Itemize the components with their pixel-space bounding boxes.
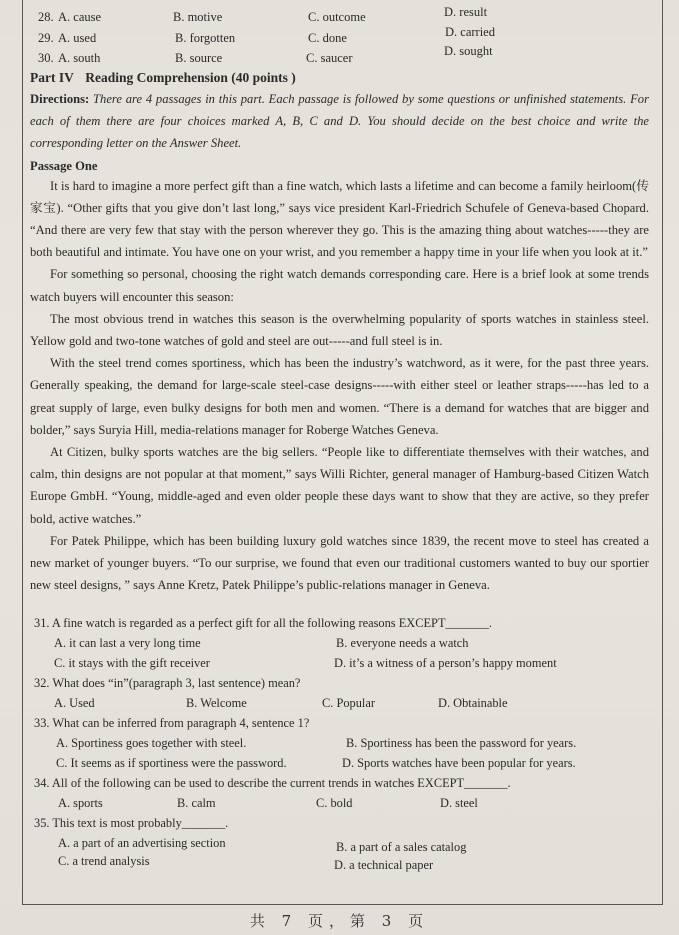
part-heading: [30, 68, 649, 88]
page-footer: 共 7 页，第 3 页: [249, 912, 430, 930]
part-title: Reading Comprehension (40 points ): [85, 70, 296, 85]
option-a: A. cause: [58, 10, 102, 24]
option-b: B. Welcome: [186, 696, 247, 710]
option-b: B. calm: [177, 796, 216, 810]
option-d: D. result: [444, 5, 488, 19]
option-a: A. sports: [58, 796, 103, 810]
option-d: D. it’s a witness of a person’s happy moment: [334, 656, 557, 670]
directions-label: Directions:: [30, 92, 90, 106]
passage-paragraph-1: It is hard to imagine a more perfect gift than a fine watch, which lasts a lifetime and can become a family heirloom(传家宝). “Other gifts that you give don’t last long,” says vice president Karl-Friedrich Schufele of Geneva-based Chopard. “And there are very few that stay with the person wherever they go. This is the amazing thing about watches-----they are both beautiful and intimate. You have one on your wrist, and you remember a happy time in your life when you look at it.”: [30, 178, 649, 260]
frame-bottom-border: [22, 904, 663, 905]
option-a: A. a part of an advertising section: [58, 836, 226, 850]
frame-right-border: [662, 0, 663, 905]
question-options: [34, 793, 649, 813]
option-a: A. Sportiness goes together with steel.: [56, 736, 247, 750]
option-a: A. it can last a very long time: [54, 636, 201, 650]
option-c: C. Popular: [322, 696, 376, 710]
option-d: D. a technical paper: [334, 858, 434, 872]
option-b: B. forgotten: [175, 31, 236, 45]
question-28-options: [38, 5, 649, 28]
question-stem: 32. What does “in”(paragraph 3, last sentence) mean?: [34, 676, 301, 690]
frame-left-border: [22, 0, 23, 905]
question-number: 28.: [38, 10, 54, 24]
directions: [30, 88, 649, 155]
question-options: [34, 733, 649, 753]
option-b: B. everyone needs a watch: [336, 636, 469, 650]
question-stem: 34. All of the following can be used to describe the current trends in watches EXCEPT_______.: [34, 776, 511, 790]
option-b: B. Sportiness has been the password for years.: [346, 736, 577, 750]
option-a: A. Used: [54, 696, 95, 710]
question-29-options: [38, 25, 649, 49]
question-options: [34, 833, 649, 853]
option-c: C. done: [308, 31, 347, 45]
option-c: C. It seems as if sportiness were the password.: [56, 756, 287, 770]
option-c: C. saucer: [306, 51, 353, 65]
question-options: [34, 693, 649, 713]
option-c: C. it stays with the gift receiver: [54, 656, 210, 670]
question-stem: 35. This text is most probably_______.: [34, 816, 229, 830]
question-options: [34, 633, 649, 653]
passage-paragraph-3: The most obvious trend in watches this season is the overwhelming popularity of sports watches in stainless steel. Yellow gold and two-tone watches of gold and steel are out-----and full steel is in.: [30, 311, 649, 349]
option-a: A. south: [58, 51, 101, 65]
passage-paragraph-5: At Citizen, bulky sports watches are the big sellers. “People like to differentiate themselves with their watches, and calm, thin designs are not popular at that moment,” says Willi Richter, general manager of Hamburg-based Citizen Watch Europe GmbH. “Young, middle-aged and even older people these days want to show that they are active, so they prefer bold, active watches.”: [30, 445, 649, 526]
passage-paragraph-4: With the steel trend comes sportiness, which has been the industry’s watchword, as it were, for the past three years. Generally speaking, the demand for large-scale steel-case designs-----with either steel or leather straps-----has led to a great supply of large, even bulky designs for both men and women. “There is a demand for watches that are bigger and bolder,” says Suryia Hill, media-relations manager for Roberge Watches Geneva.: [30, 356, 649, 437]
question-options: [34, 753, 649, 773]
question-stem: 31. A fine watch is regarded as a perfect gift for all the following reasons EXCEPT_______.: [34, 616, 492, 630]
option-c: C. bold: [316, 796, 353, 810]
question-options: [34, 853, 649, 873]
question-stem: 33. What can be inferred from paragraph 4, sentence 1?: [34, 716, 310, 730]
question-options: [34, 653, 649, 673]
option-a: A. used: [58, 31, 97, 45]
passage-paragraph-6: For Patek Philippe, which has been building luxury gold watches since 1839, the recent move to steel has created a new market of younger buyers. “To our surprise, we found that even our traditional customers wanted to buy our sportier new steel designs, ” says Anne Kretz, Patek Philippe’s public-relations manager in Geneva.: [30, 533, 649, 593]
option-d: D. Sports watches have been popular for years.: [342, 756, 576, 770]
question-number: 30.: [38, 51, 54, 65]
option-d: D. sought: [444, 44, 493, 58]
option-b: B. a part of a sales catalog: [336, 840, 467, 854]
reading-section: [30, 68, 649, 596]
question-number: 29.: [38, 31, 54, 45]
question-list: [34, 613, 649, 873]
question-30-options: [38, 44, 649, 69]
passage-title: Passage One: [30, 158, 98, 173]
option-d: D. Obtainable: [438, 696, 508, 710]
part-number: Part IV: [30, 70, 74, 85]
option-c: C. outcome: [308, 10, 366, 24]
option-d: D. carried: [445, 25, 495, 39]
option-b: B. source: [175, 51, 223, 65]
directions-text: There are 4 passages in this part. Each passage is followed by some questions or unfinished statements. For each of them there are four choices marked A, B, C and D. You should decide on the best choice and write the corresponding letter on the Answer Sheet.: [30, 92, 649, 151]
option-d: D. steel: [440, 796, 478, 810]
option-c: C. a trend analysis: [58, 854, 150, 868]
passage-paragraph-2: For something so personal, choosing the right watch demands corresponding care. Here is a brief look at some trends watch buyers will encounter this season:: [30, 267, 649, 304]
option-b: B. motive: [173, 10, 223, 24]
